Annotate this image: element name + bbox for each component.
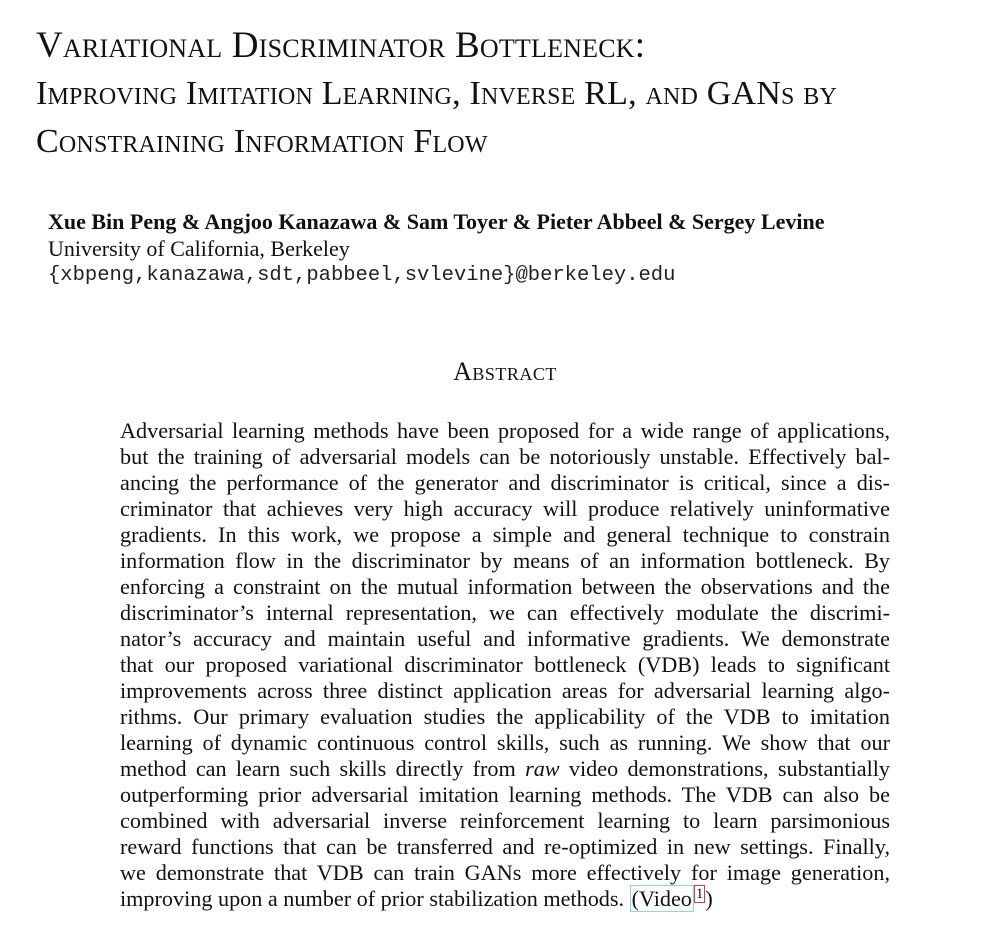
abstract-line: criminator that achieves very high accuracy will produce relatively uninformative [120, 496, 890, 521]
abstract-line: information flow in the discriminator by means of an information bottleneck. By [120, 548, 890, 573]
footnote-ref[interactable]: 1 [695, 886, 704, 902]
abstract-line: improvements across three distinct application areas for adversarial learning algo- [120, 678, 890, 703]
abstract-line: gradients. In this work, we propose a simple and general technique to constrain [120, 522, 890, 547]
abstract-body [120, 418, 890, 912]
abstract-text: method can learn such skills directly from [120, 756, 526, 781]
title-line-1: Variational Discriminator Bottleneck: [36, 25, 646, 66]
abstract-line: outperforming prior adversarial imitation learning methods. The VDB can also be [120, 782, 890, 807]
abstract-line: learning of dynamic continuous control skills, such as running. We show that our [120, 730, 890, 755]
video-link-label: Video [639, 886, 692, 911]
abstract-text: video demonstrations, substantially [559, 756, 891, 781]
abstract-line [120, 756, 890, 782]
author-names: Xue Bin Peng & Angjoo Kanazawa & Sam Toyer & Pieter Abbeel & Sergey Levine [48, 209, 825, 234]
close-paren: ) [705, 886, 713, 911]
abstract-line: ancing the performance of the generator and discriminator is critical, since a dis- [120, 470, 890, 495]
abstract-line: reward functions that can be transferred and re-optimized in new settings. Finally, [120, 834, 890, 859]
abstract-text: improving upon a number of prior stabilization methods. [120, 886, 630, 911]
abstract-heading: Abstract [453, 357, 557, 386]
author-emails: {xbpeng,kanazawa,sdt,pabbeel,svlevine}@berkeley.edu [48, 264, 676, 287]
abstract-line: we demonstrate that VDB can train GANs more effectively for image generation, [120, 860, 890, 885]
abstract-line: Adversarial learning methods have been proposed for a wide range of applications, [120, 418, 890, 443]
title-line-3: Constraining Information Flow [36, 123, 488, 160]
video-link[interactable] [630, 885, 694, 912]
open-paren: ( [631, 886, 639, 911]
author-block [48, 208, 968, 290]
abstract-line [120, 886, 890, 912]
title-line-2: Improving Imitation Learning, Inverse RL, and GANs by [36, 75, 838, 112]
author-affiliation: University of California, Berkeley [48, 236, 350, 261]
abstract-line: but the training of adversarial models can be notoriously unstable. Effectively bal- [120, 444, 890, 469]
abstract-line: rithms. Our primary evaluation studies the applicability of the VDB to imitation [120, 704, 890, 729]
abstract-line: combined with adversarial inverse reinforcement learning to learn parsimonious [120, 808, 890, 833]
abstract-line: discriminator’s internal representation, we can effectively modulate the discrimi- [120, 600, 890, 625]
paper-title [36, 22, 976, 166]
abstract-line: nator’s accuracy and maintain useful and informative gradients. We demonstrate [120, 626, 890, 651]
abstract-line: that our proposed variational discriminator bottleneck (VDB) leads to significant [120, 652, 890, 677]
emphasis-raw: raw [525, 756, 560, 781]
abstract-line: enforcing a constraint on the mutual information between the observations and the [120, 574, 890, 599]
